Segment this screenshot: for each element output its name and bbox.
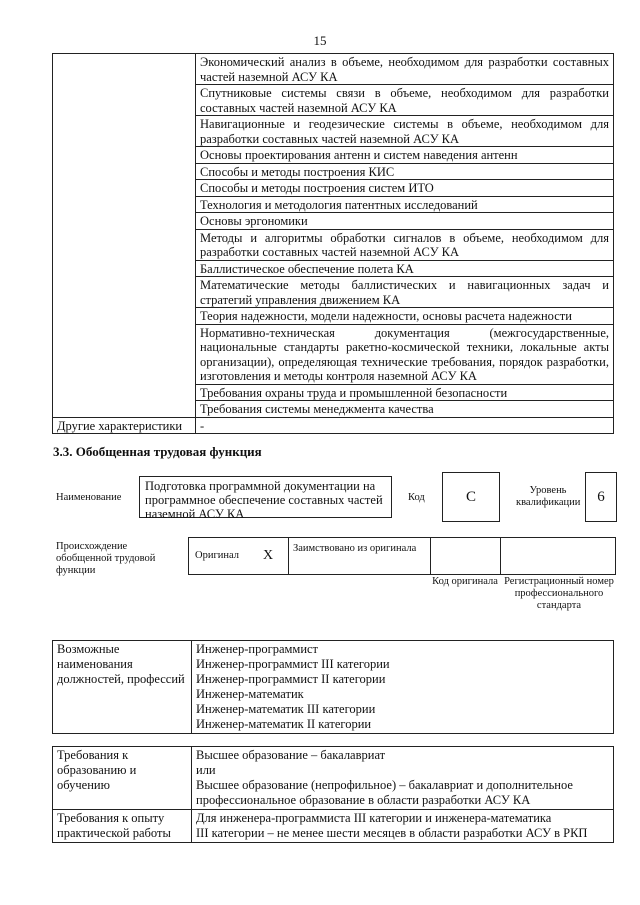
education-line: Высшее образование – бакалавриат: [196, 748, 386, 762]
knowledge-item: Экономический анализ в объеме, необходимом для разработки составных частей наземной АСУ КА: [196, 54, 614, 85]
level-label: Уровень квалификации: [516, 485, 581, 508]
knowledge-item: Методы и алгоритмы обработки сигналов в объеме, необходимом для разработки составных частей наземной АСУ КА: [196, 229, 614, 260]
other-characteristics-value: -: [196, 417, 614, 434]
position-item: Инженер-программист III категории: [196, 657, 390, 671]
knowledge-item: Нормативно-техническая документация (межгосударственные, национальные стандарты ракетно-космической техники, локальные акты организации), определяющая технические требования, порядок разработки, изготовления и методы контроля наземной АСУ КА: [196, 324, 614, 384]
original-code-caption: Код оригинала: [432, 576, 498, 587]
position-item: Инженер-программист: [196, 642, 319, 656]
experience-label: Требования к опыту практической работы: [53, 810, 192, 843]
experience-value: [192, 810, 614, 843]
section-title: 3.3. Обобщенная трудовая функция: [53, 444, 262, 459]
positions-table: [52, 640, 614, 734]
education-line: Высшее образование (непрофильное) – бакалавриат и дополнительное: [196, 778, 573, 792]
original-cell: [189, 538, 289, 574]
requirements-table: [52, 746, 614, 843]
knowledge-item: Математические методы баллистических и навигационных задач и стратегий управления движением КА: [196, 277, 614, 308]
original-code-cell: [431, 538, 501, 574]
position-item: Инженер-программист II категории: [196, 672, 386, 686]
positions-label: Возможные наименования должностей, профессий: [53, 641, 192, 734]
original-label: Оригинал: [195, 550, 239, 561]
knowledge-item: Технология и методология патентных исследований: [196, 196, 614, 213]
name-label: Наименование: [56, 492, 122, 503]
knowledge-item: Основы эргономики: [196, 213, 614, 230]
origin-label: Происхождение обобщенной трудовой функции: [56, 541, 156, 576]
registration-number-caption: Регистрационный номер профессионального стандарта: [504, 576, 614, 611]
knowledge-item: Основы проектирования антенн и систем наведения антенн: [196, 147, 614, 164]
knowledge-table: [52, 53, 614, 434]
knowledge-item: Навигационные и геодезические системы в объеме, необходимом для разработки составных частей наземной АСУ КА: [196, 116, 614, 147]
position-item: Инженер-математик III категории: [196, 702, 376, 716]
knowledge-item: Баллистическое обеспечение полета КА: [196, 260, 614, 277]
education-label: Требования к образованию и обучению: [53, 747, 192, 810]
knowledge-item: Теория надежности, модели надежности, основы расчета надежности: [196, 308, 614, 325]
original-mark: X: [263, 548, 274, 563]
origin-row: [188, 537, 616, 575]
knowledge-item: Требования системы менеджмента качества: [196, 401, 614, 418]
position-item: Инженер-математик: [196, 687, 304, 701]
knowledge-label-cell: [53, 54, 196, 418]
qualification-level-box: 6: [585, 472, 617, 522]
function-name-box: Подготовка программной документации на программное обеспечение составных частей наземной АСУ КА: [139, 476, 392, 518]
knowledge-item: Способы и методы построения систем ИТО: [196, 180, 614, 197]
experience-line: Для инженера-программиста III категории и инженера-математика: [196, 811, 552, 825]
code-label: Код: [408, 492, 425, 503]
education-value: [192, 747, 614, 810]
education-line: профессиональное образование в области разработки АСУ КА: [196, 793, 531, 807]
registration-number-cell: [501, 538, 615, 574]
position-item: Инженер-математик II категории: [196, 717, 372, 731]
page-number: 15: [313, 33, 327, 48]
function-code-box: C: [442, 472, 500, 522]
borrowed-label: Заимствовано из оригинала: [293, 543, 417, 554]
experience-line: III категории – не менее шести месяцев в области разработки АСУ в РКП: [196, 826, 588, 840]
knowledge-item: Требования охраны труда и промышленной безопасности: [196, 384, 614, 401]
knowledge-item: Способы и методы построения КИС: [196, 163, 614, 180]
other-characteristics-label: Другие характеристики: [53, 417, 196, 434]
education-line: или: [196, 763, 216, 777]
knowledge-item: Спутниковые системы связи в объеме, необходимом для разработки составных частей наземной АСУ КА: [196, 85, 614, 116]
positions-list: [192, 641, 614, 734]
borrowed-cell: [289, 538, 431, 574]
